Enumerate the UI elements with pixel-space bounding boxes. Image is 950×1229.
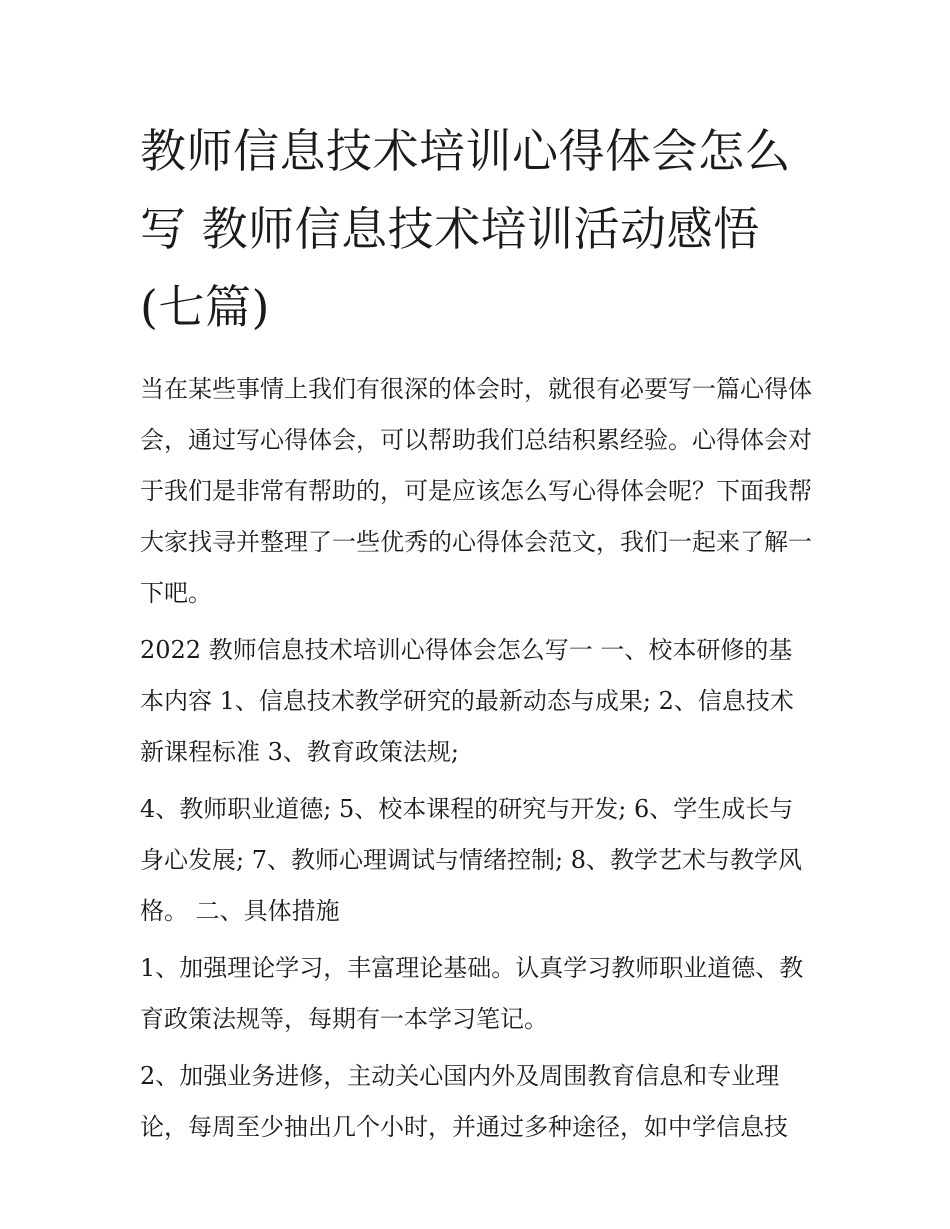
document-title: 教师信息技术培训心得体会怎么写 教师信息技术培训活动感悟(七篇) xyxy=(140,124,791,334)
paragraph-measure-2: 2、加强业务进修，主动关心国内外及周围教育信息和专业理论，每周至少抽出几个小时，并通过多种途径，如中学信息技 xyxy=(140,1062,788,1141)
paragraph-research-content-cont: 4、教师职业道德; 5、校本课程的研究与开发; 6、学生成长与身心发展; 7、教师心理调试与情绪控制; 8、教学艺术与教学风格。 二、具体措施 xyxy=(140,795,802,925)
paragraph-research-content: 2022 教师信息技术培训心得体会怎么写一 一、校本研修的基本内容 1、信息技术教学研究的最新动态与成果; 2、信息技术新课程标准 3、教育政策法规; xyxy=(140,636,794,766)
document-page xyxy=(140,112,812,1159)
paragraph-measure-1: 1、加强理论学习，丰富理论基础。认真学习教师职业道德、教育政策法规等，每期有一本学习笔记。 xyxy=(140,954,804,1033)
paragraph-intro: 当在某些事情上我们有很深的体会时，就很有必要写一篇心得体会，通过写心得体会，可以帮助我们总结积累经验。心得体会对于我们是非常有帮助的，可是应该怎么写心得体会呢？下面我帮大家找寻并整理了一些优秀的心得体会范文，我们一起来了解一下吧。 xyxy=(140,375,812,607)
